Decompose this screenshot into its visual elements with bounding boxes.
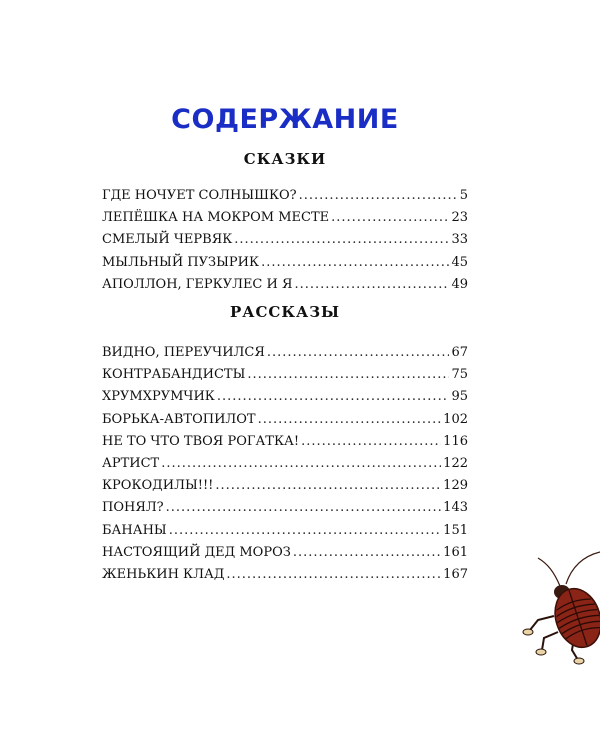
toc-entry-page-number: 129	[443, 478, 468, 494]
page-title: СОДЕРЖАНИЕ	[171, 104, 399, 135]
toc-entry	[102, 188, 468, 210]
toc-entry	[102, 545, 468, 567]
section-heading-stories: РАССКАЗЫ	[229, 303, 341, 321]
dot-leader	[166, 500, 442, 515]
toc-entry-title: ВИДНО, ПЕРЕУЧИЛСЯ	[102, 345, 265, 360]
dot-leader	[169, 523, 441, 538]
toc-entry	[102, 255, 468, 277]
toc-entry-page-number: 102	[443, 411, 468, 427]
toc-entry	[102, 367, 468, 389]
toc-entry-title: АРТИСТ	[102, 455, 160, 471]
toc-entry	[102, 523, 468, 545]
toc-entry-title: КРОКОДИЛЫ!!!	[102, 478, 214, 494]
toc-entry-page-number: 116	[443, 433, 468, 449]
toc-entry-title: БАНАНЫ	[102, 522, 167, 538]
toc-entry	[102, 210, 468, 232]
toc-entry-title: ПОНЯЛ?	[102, 500, 164, 516]
dot-leader	[301, 434, 441, 449]
toc-entry	[102, 412, 468, 434]
toc-entry-page-number: 49	[451, 276, 468, 292]
toc-entry-title: ГДЕ НОЧУЕТ СОЛНЫШКО?	[102, 188, 297, 203]
toc-entry-title: АПОЛЛОН, ГЕРКУЛЕС И Я	[102, 276, 293, 292]
dot-leader	[331, 210, 449, 225]
toc-entry-page-number: 151	[443, 522, 468, 538]
dot-leader	[294, 277, 449, 292]
toc-list-stories	[102, 345, 468, 589]
toc-entry	[102, 277, 468, 299]
toc-entry	[102, 567, 468, 589]
toc-entry-page-number: 95	[451, 389, 468, 405]
dot-leader	[234, 232, 449, 247]
beetle-illustration	[508, 546, 600, 666]
toc-entry-page-number: 161	[443, 544, 468, 560]
toc-entry-page-number: 5	[459, 188, 468, 203]
dot-leader	[215, 478, 441, 493]
dot-leader	[299, 188, 458, 203]
toc-entry-page-number: 67	[451, 345, 468, 360]
toc-entry-page-number: 122	[443, 455, 468, 471]
toc-entry-title: ЖЕНЬКИН КЛАД	[102, 566, 225, 582]
dot-leader	[261, 255, 449, 270]
dot-leader	[217, 389, 450, 404]
toc-entry-title: ХРУМХРУМЧИК	[102, 389, 215, 405]
toc-entry-page-number: 143	[443, 500, 468, 516]
toc-list-fairy-tales	[102, 188, 468, 299]
section-heading-fairy-tales: СКАЗКИ	[243, 150, 327, 168]
toc-entry-page-number: 33	[451, 232, 468, 248]
toc-entry-title: ЛЕПЁШКА НА МОКРОМ МЕСТЕ	[102, 210, 330, 226]
toc-entry-title: НАСТОЯЩИЙ ДЕД МОРОЗ	[102, 544, 291, 560]
toc-entry	[102, 478, 468, 500]
dot-leader	[161, 456, 441, 471]
toc-entry-title: БОРЬКА-АВТОПИЛОТ	[102, 411, 256, 427]
toc-entry	[102, 389, 468, 411]
toc-entry-title: КОНТРАБАНДИСТЫ	[102, 367, 246, 383]
toc-entry-page-number: 23	[451, 210, 468, 226]
toc-entry	[102, 434, 468, 456]
dot-leader	[293, 545, 441, 560]
toc-entry	[102, 232, 468, 254]
dot-leader	[247, 367, 449, 382]
toc-entry	[102, 500, 468, 522]
toc-entry-page-number: 45	[451, 254, 468, 270]
toc-entry	[102, 456, 468, 478]
dot-leader	[258, 412, 442, 427]
toc-entry-title: СМЕЛЫЙ ЧЕРВЯК	[102, 232, 233, 248]
dot-leader	[226, 567, 441, 582]
toc-entry	[102, 345, 468, 367]
toc-entry-title: МЫЛЬНЫЙ ПУЗЫРИК	[102, 254, 260, 270]
dot-leader	[267, 345, 450, 360]
toc-entry-page-number: 75	[451, 367, 468, 383]
toc-entry-title: НЕ ТО ЧТО ТВОЯ РОГАТКА!	[102, 433, 300, 449]
toc-entry-page-number: 167	[443, 566, 468, 582]
